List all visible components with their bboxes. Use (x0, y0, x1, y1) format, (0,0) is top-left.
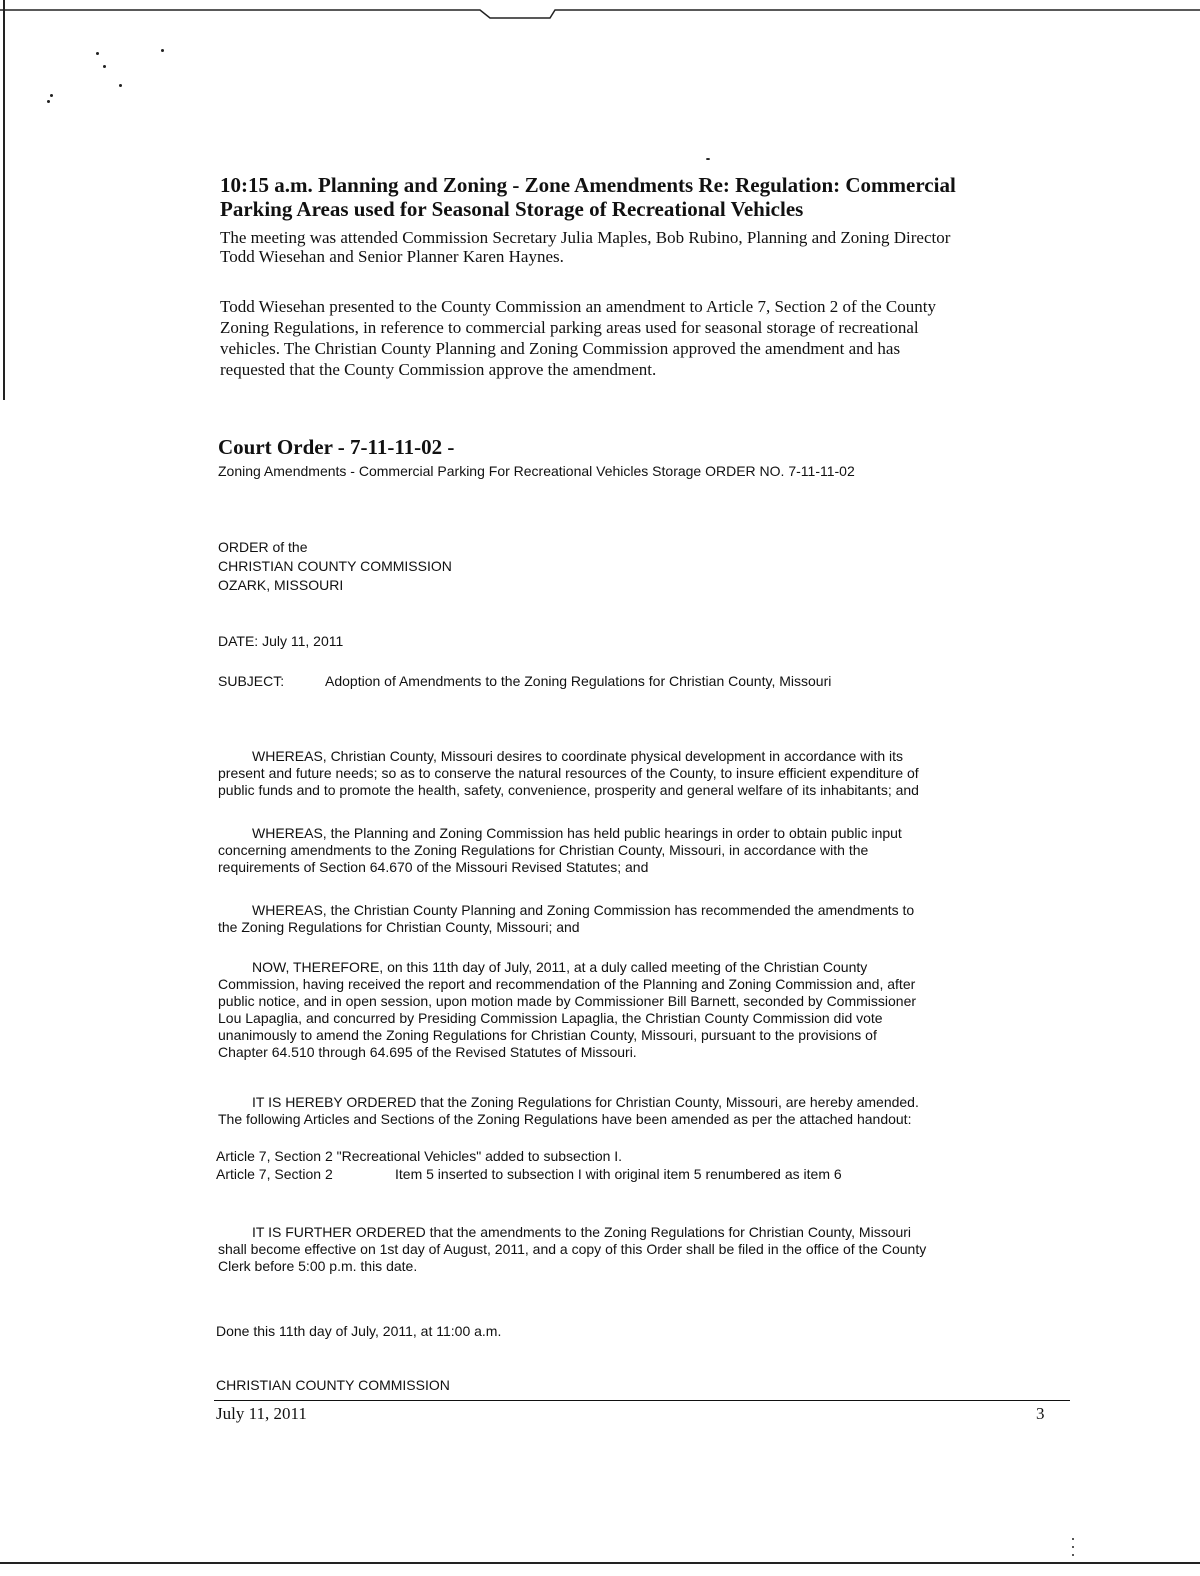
scan-speck (50, 94, 53, 97)
text-line: public notice, and in open session, upon motion made by Commissioner Bill Barnett, seconded by Commissioner (218, 993, 917, 1009)
text-line: The following Articles and Sections of the Zoning Regulations have been amended as per the attached handout: (218, 1111, 912, 1127)
text-line: shall become effective on 1st day of August, 2011, and a copy of this Order shall be filed in the office of the County (218, 1241, 927, 1257)
page-number: 3 (1036, 1404, 1045, 1423)
text-line: requirements of Section 64.670 of the Missouri Revised Statutes; and (218, 859, 649, 875)
signature-block: CHRISTIAN COUNTY COMMISSION (216, 1377, 450, 1393)
scan-top-border (0, 4, 1200, 20)
text-line: Commission, having received the report and recommendation of the Planning and Zoning Commission and, after (218, 976, 916, 992)
text-line: concerning amendments to the Zoning Regulations for Christian County, Missouri, in accordance with the (218, 842, 869, 858)
hereby-ordered-paragraph (218, 1094, 1078, 1128)
scan-bottom-border (0, 1562, 1200, 1564)
scan-speck (1072, 1538, 1074, 1540)
subject-text: Adoption of Amendments to the Zoning Regulations for Christian County, Missouri (325, 673, 832, 689)
text-line: public funds and to promote the health, safety, convenience, prosperity and general welfare of its inhabitants; and (218, 782, 919, 798)
scan-left-border (3, 0, 5, 400)
text-line: Todd Wiesehan presented to the County Commission an amendment to Article 7, Section 2 of the County (220, 297, 936, 316)
court-order-subtitle: Zoning Amendments - Commercial Parking For Recreational Vehicles Storage ORDER NO. 7-11-11-02 (218, 463, 855, 479)
scan-speck (47, 100, 50, 103)
scan-speck (1072, 1546, 1074, 1548)
now-therefore-paragraph (218, 959, 1078, 1061)
text-line: present and future needs; so as to conserve the natural resources of the County, to insure efficient expenditure of (218, 765, 919, 781)
text-line: ORDER of the (218, 539, 308, 555)
text-line: Clerk before 5:00 p.m. this date. (218, 1258, 418, 1274)
done-line: Done this 11th day of July, 2011, at 11:00 a.m. (216, 1323, 502, 1339)
agenda-heading (220, 173, 1100, 221)
order-subject (218, 672, 831, 690)
footer-divider (214, 1400, 1070, 1401)
order-header (218, 538, 452, 595)
article-line: Article 7, Section 2 "Recreational Vehicles" added to subsection I. (216, 1148, 623, 1164)
amended-articles (216, 1147, 842, 1183)
whereas-paragraph-3 (218, 902, 1078, 936)
text-line: IT IS FURTHER ORDERED that the amendments to the Zoning Regulations for Christian County, Missouri (252, 1224, 912, 1240)
whereas-paragraph-1 (218, 748, 1078, 799)
text-line: unanimously to amend the Zoning Regulations for Christian County, Missouri, pursuant to the provisions of (218, 1027, 877, 1043)
scan-speck (119, 84, 122, 87)
scan-speck (706, 158, 710, 160)
text-line: OZARK, MISSOURI (218, 577, 344, 593)
whereas-paragraph-2 (218, 825, 1078, 876)
further-ordered-paragraph (218, 1224, 1078, 1275)
footer-date: July 11, 2011 (216, 1404, 307, 1423)
text-line: Lou Lapaglia, and concurred by Presiding Commission Lapaglia, the Christian County Commission did vote (218, 1010, 883, 1026)
text-line: Chapter 64.510 through 64.695 of the Revised Statutes of Missouri. (218, 1044, 637, 1060)
scan-speck (96, 52, 99, 55)
text-line: vehicles. The Christian County Planning and Zoning Commission approved the amendment and has (220, 339, 901, 358)
text-line: WHEREAS, the Christian County Planning and Zoning Commission has recommended the amendments to (252, 902, 915, 918)
text-line: WHEREAS, the Planning and Zoning Commission has held public hearings in order to obtain public input (252, 825, 902, 841)
text-line: The meeting was attended Commission Secretary Julia Maples, Bob Rubino, Planning and Zoning Director (220, 228, 951, 247)
subject-label: SUBJECT: (218, 673, 285, 689)
scan-speck (1072, 1554, 1074, 1556)
order-date: DATE: July 11, 2011 (218, 633, 344, 649)
text-line: WHEREAS, Christian County, Missouri desires to coordinate physical development in accordance with its (252, 748, 904, 764)
text-line: IT IS HEREBY ORDERED that the Zoning Regulations for Christian County, Missouri, are hereby amended. (252, 1094, 919, 1110)
scan-speck (161, 49, 164, 52)
text-line: CHRISTIAN COUNTY COMMISSION (218, 558, 452, 574)
agenda-heading-line: Parking Areas used for Seasonal Storage of Recreational Vehicles (220, 197, 804, 221)
text-line: Zoning Regulations, in reference to commercial parking areas used for seasonal storage of recreational (220, 318, 919, 337)
article-label: Article 7, Section 2 (216, 1166, 333, 1182)
text-line: Todd Wiesehan and Senior Planner Karen Haynes. (220, 247, 564, 266)
article-line (216, 1165, 842, 1183)
scan-speck (103, 65, 106, 68)
attendance-paragraph (220, 228, 1100, 266)
agenda-heading-line: 10:15 a.m. Planning and Zoning - Zone Amendments Re: Regulation: Commercial (220, 173, 956, 197)
court-order-title: Court Order - 7-11-11-02 - (218, 435, 455, 459)
text-line: NOW, THEREFORE, on this 11th day of July, 2011, at a duly called meeting of the Christian County (252, 959, 868, 975)
text-line: the Zoning Regulations for Christian County, Missouri; and (218, 919, 580, 935)
presentation-paragraph (220, 296, 1100, 380)
text-line: requested that the County Commission approve the amendment. (220, 360, 657, 379)
article-text: Item 5 inserted to subsection I with original item 5 renumbered as item 6 (395, 1166, 842, 1182)
